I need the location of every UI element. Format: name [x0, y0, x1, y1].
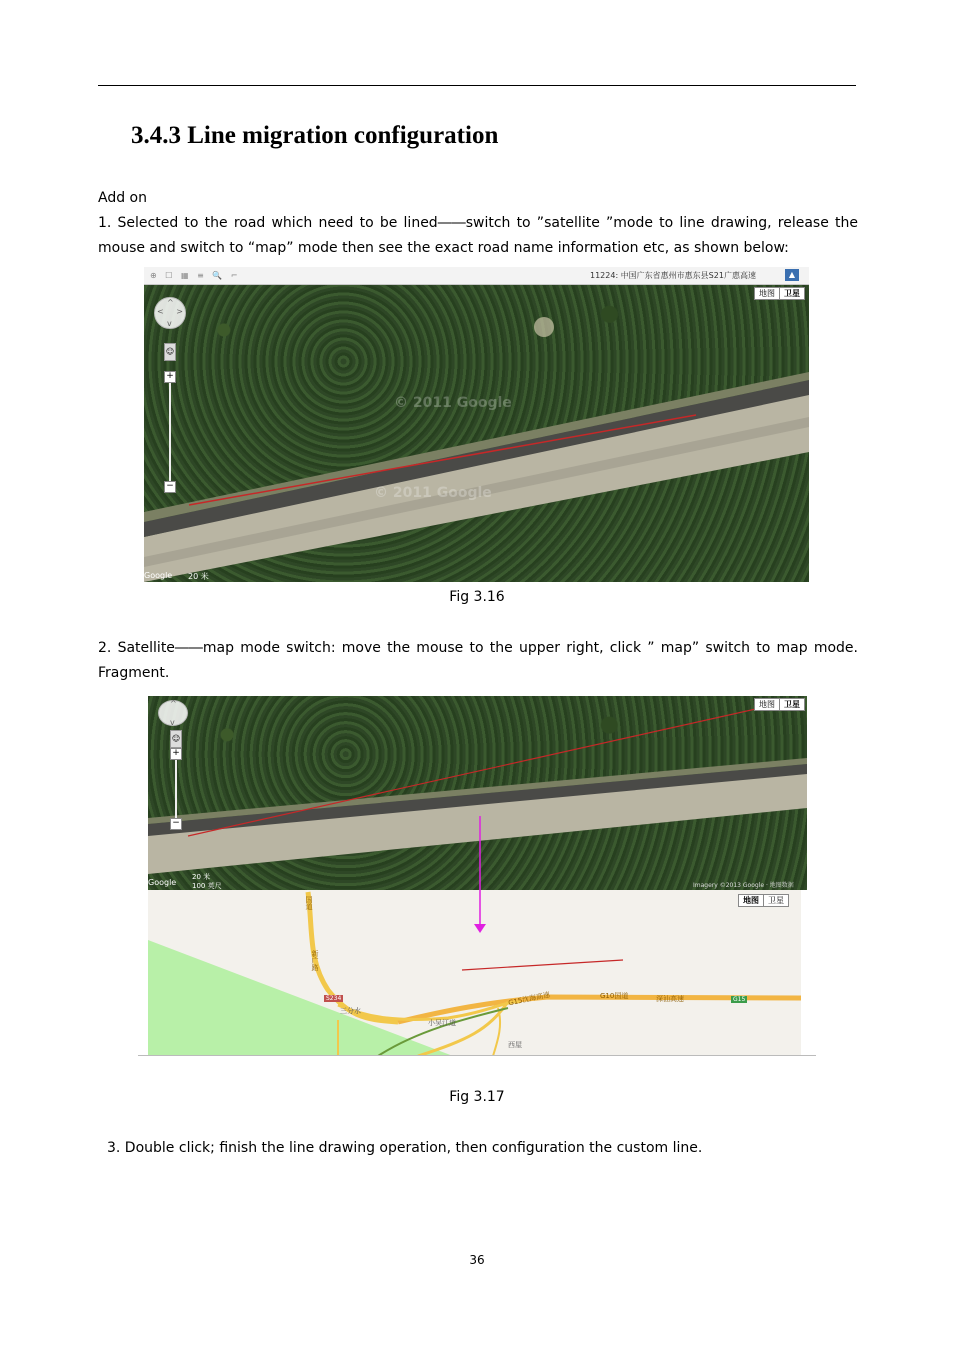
road-label-vertical-2: 新广路 [311, 950, 319, 971]
toolbar-icons[interactable]: ⊕ ☐ ▦ ≡ 🔍 ⌐ [150, 271, 241, 280]
page-number: 36 [469, 1253, 485, 1267]
google-logo: Google [144, 571, 173, 580]
step-2-text: 2. Satellite――map mode switch: move the mouse to the upper right, click ” map” switch to map mode. Fragment. [98, 640, 858, 681]
watermark-text: © 2011 Google [394, 395, 512, 411]
street-view-pegman-icon[interactable]: ☺ [164, 343, 176, 361]
satellite-mode-button-2[interactable]: 卫星 [779, 699, 804, 710]
satellite-road-svg-2 [148, 696, 807, 890]
road-label-g10: G10国道 [600, 992, 629, 1000]
satellite-mode-button[interactable]: 卫星 [779, 288, 804, 299]
map-type-switch-3[interactable] [738, 894, 789, 907]
pan-control-2[interactable] [158, 700, 188, 726]
zoom-slider[interactable] [169, 383, 171, 481]
place-label-xiaowu: 小吴江道 [428, 1019, 456, 1027]
figure-3-17-satellite [148, 696, 807, 890]
watermark-text-2: © 2011 Google [374, 485, 492, 501]
zoom-out-button-2[interactable]: − [170, 818, 182, 830]
map-mode-button-2[interactable]: 地图 [759, 700, 775, 709]
zoom-in-button-2[interactable]: + [170, 748, 182, 760]
place-label-xiwu: 西屋 [508, 1041, 522, 1049]
road-label-g15: G15沈海高速 [507, 990, 551, 1008]
road-shield-g15: G15 [733, 996, 746, 1003]
step-1-text: 1. Selected to the road which need to be lined――switch to ”satellite ”mode to line drawing, release the mouse and switch to “map” mode then see the exact road name information etc, as shown below: [98, 215, 858, 256]
drawn-line-map [462, 960, 623, 970]
zoom-slider-2[interactable] [175, 760, 177, 818]
pan-left-icon: < [157, 307, 164, 316]
scale-readout: 20 米 [188, 572, 209, 581]
pan-up-icon: ^ [170, 699, 177, 708]
street-view-pegman-icon-2[interactable]: ☺ [170, 730, 182, 748]
zoom-in-button[interactable]: + [164, 371, 176, 383]
step-3-text: 3. Double click; finish the line drawing operation, then configuration the custom line. [107, 1140, 703, 1156]
caption-fig-3-17: Fig 3.17 [449, 1089, 505, 1105]
scale-readout-imperial: 100 英尺 [192, 882, 222, 890]
figure-bottom-rule [138, 1055, 816, 1056]
pan-down-icon: v [167, 319, 172, 328]
imagery-credit: Imagery ©2013 Google · 地图数据 [693, 882, 794, 889]
pan-up-icon: ^ [167, 298, 174, 307]
google-logo-2: Google [148, 878, 177, 887]
map-mode-button[interactable]: 地图 [759, 289, 775, 298]
satellite-road-svg [144, 267, 809, 582]
road-shield-s234: S234 [326, 995, 342, 1002]
intro-text: Add on [98, 190, 147, 206]
map-mode-button-3[interactable]: 地图 [739, 895, 764, 906]
pan-down-icon: v [170, 718, 175, 727]
figure-3-16 [144, 267, 809, 582]
caption-fig-3-16: Fig 3.16 [449, 589, 505, 605]
map-type-switch[interactable] [754, 287, 805, 300]
header-rule [98, 85, 856, 86]
pan-control[interactable] [154, 297, 186, 329]
zoom-out-button[interactable]: − [164, 481, 176, 493]
road-label-shenshan: 深汕高速 [656, 995, 684, 1003]
collapse-icon[interactable]: ▲ [785, 269, 799, 281]
scale-readout-metric: 20 米 [192, 873, 211, 881]
road-map-svg [148, 890, 801, 1056]
place-label-sanfen: 三分水 [340, 1007, 361, 1015]
figure-3-17-map [148, 890, 801, 1056]
satellite-mode-button-3[interactable]: 卫星 [768, 896, 784, 905]
section-heading: 3.4.3 Line migration configuration [131, 122, 499, 149]
migration-arrowhead [474, 924, 486, 933]
map-type-switch-2[interactable] [754, 698, 805, 711]
pan-right-icon: > [176, 307, 183, 316]
address-readout: 11224: 中国广东省惠州市惠东县S21广惠高速 [590, 271, 756, 280]
road-label-vertical-1: 国道 [305, 896, 313, 910]
